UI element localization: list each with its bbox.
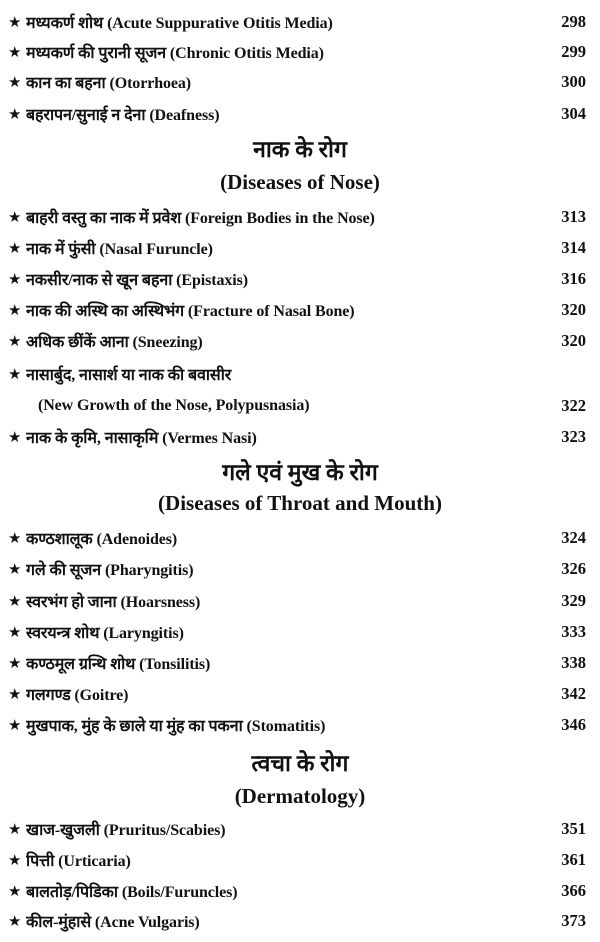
star-bullet-icon: ★ xyxy=(8,427,22,446)
toc-entry xyxy=(8,296,586,324)
entry-page-number: 322 xyxy=(561,396,586,415)
toc-entry xyxy=(8,203,586,231)
toc-entry xyxy=(8,327,586,355)
entry-page-number: 346 xyxy=(561,715,586,734)
entry-title-continuation: (New Growth of the Nose, Polypusnasia) xyxy=(38,397,310,414)
entry-title: बहरापन/सुनाई न देना (Deafness) xyxy=(26,107,220,124)
star-bullet-icon: ★ xyxy=(8,528,22,547)
entry-page-number: 320 xyxy=(561,331,586,350)
section-heading-english: (Diseases of Throat and Mouth) xyxy=(158,491,442,515)
toc-entry xyxy=(8,649,586,677)
star-bullet-icon: ★ xyxy=(8,911,22,930)
entry-title: गलगण्ड (Goitre) xyxy=(26,687,129,704)
entry-title: अधिक छींकें आना (Sneezing) xyxy=(26,334,203,351)
star-bullet-icon: ★ xyxy=(8,72,22,91)
star-bullet-icon: ★ xyxy=(8,331,22,350)
entry-page-number: 324 xyxy=(561,528,586,547)
entry-page-number: 342 xyxy=(561,684,586,703)
section-heading-english: (Dermatology) xyxy=(234,784,366,808)
entry-title: बालतोड़/पिडिका (Boils/Furuncles) xyxy=(26,884,238,901)
star-bullet-icon: ★ xyxy=(8,300,22,319)
toc-entry xyxy=(8,815,586,843)
entry-title: कान का बहना (Otorrhoea) xyxy=(26,75,192,92)
toc-entry xyxy=(8,877,586,905)
entry-page-number: 333 xyxy=(561,622,586,641)
entry-title: खाज-खुजली (Pruritus/Scabies) xyxy=(26,822,226,839)
toc-entry xyxy=(8,265,586,293)
entry-page-number: 316 xyxy=(561,269,586,288)
entry-page-number: 361 xyxy=(561,850,586,869)
star-bullet-icon: ★ xyxy=(8,591,22,610)
entry-title: पित्ती (Urticaria) xyxy=(26,853,131,870)
star-bullet-icon: ★ xyxy=(8,238,22,257)
entry-page-number: 366 xyxy=(561,881,586,900)
entry-title: स्वरयन्त्र शोथ (Laryngitis) xyxy=(26,625,184,642)
toc-entry xyxy=(8,68,586,96)
entry-title: कण्ठशालूक (Adenoides) xyxy=(26,531,178,548)
entry-title: नाक के कृमि, नासाकृमि (Vermes Nasi) xyxy=(26,430,257,447)
star-bullet-icon: ★ xyxy=(8,104,22,123)
star-bullet-icon: ★ xyxy=(8,269,22,288)
star-bullet-icon: ★ xyxy=(8,653,22,672)
entry-page-number: 329 xyxy=(561,591,586,610)
toc-entry xyxy=(8,38,586,66)
section-heading-hindi: गले एवं मुख के रोग xyxy=(222,460,378,485)
toc-entry xyxy=(8,8,586,36)
star-bullet-icon: ★ xyxy=(8,881,22,900)
toc-entry xyxy=(8,555,586,583)
entry-page-number: 299 xyxy=(561,42,586,61)
entry-title: नाक में फुंसी (Nasal Furuncle) xyxy=(26,241,213,258)
toc-entry xyxy=(8,524,586,552)
entry-page-number: 351 xyxy=(561,819,586,838)
star-bullet-icon: ★ xyxy=(8,622,22,641)
entry-title: मुखपाक, मुंह के छाले या मुंह का पकना (Stomatitis) xyxy=(26,718,326,735)
entry-title: नकसीर/नाक से खून बहना (Epistaxis) xyxy=(26,272,248,289)
section-heading-hindi: त्वचा के रोग xyxy=(251,751,349,776)
star-bullet-icon: ★ xyxy=(8,850,22,869)
entry-page-number: 326 xyxy=(561,559,586,578)
entry-title: मध्यकर्ण की पुरानी सूजन (Chronic Otitis Media) xyxy=(26,45,324,62)
toc-entry xyxy=(8,423,586,451)
toc-entry xyxy=(8,907,586,935)
star-bullet-icon: ★ xyxy=(8,12,22,31)
toc-entry xyxy=(8,234,586,262)
entry-page-number: 313 xyxy=(561,207,586,226)
toc-entry xyxy=(8,587,586,615)
section-heading-english: (Diseases of Nose) xyxy=(220,170,380,194)
star-bullet-icon: ★ xyxy=(8,819,22,838)
star-bullet-icon: ★ xyxy=(8,42,22,61)
star-bullet-icon: ★ xyxy=(8,559,22,578)
section-heading-hindi: नाक के रोग xyxy=(253,137,347,162)
entry-page-number: 304 xyxy=(561,104,586,123)
entry-page-number: 314 xyxy=(561,238,586,257)
entry-page-number: 300 xyxy=(561,72,586,91)
toc-entry xyxy=(8,680,586,708)
toc-entry xyxy=(8,711,586,739)
entry-title: स्वरभंग हो जाना (Hoarsness) xyxy=(26,594,201,611)
star-bullet-icon: ★ xyxy=(8,684,22,703)
toc-entry-multiline xyxy=(8,360,586,388)
entry-title: बाहरी वस्तु का नाक में प्रवेश (Foreign Bodies in the Nose) xyxy=(26,210,375,227)
toc-entry xyxy=(8,618,586,646)
entry-title: मध्यकर्ण शोथ (Acute Suppurative Otitis Media) xyxy=(26,15,333,32)
toc-entry xyxy=(8,100,586,128)
star-bullet-icon: ★ xyxy=(8,364,22,383)
toc-entry-continuation xyxy=(8,392,586,420)
entry-page-number: 323 xyxy=(561,427,586,446)
entry-title: नाक की अस्थि का अस्थिभंग (Fracture of Nasal Bone) xyxy=(26,303,355,320)
toc-entry xyxy=(8,846,586,874)
entry-title: कण्ठमूल ग्रन्थि शोथ (Tonsilitis) xyxy=(26,656,211,673)
star-bullet-icon: ★ xyxy=(8,715,22,734)
entry-page-number: 373 xyxy=(561,911,586,930)
entry-title: गले की सूजन (Pharyngitis) xyxy=(26,562,194,579)
entry-page-number: 298 xyxy=(561,12,586,31)
entry-page-number: 338 xyxy=(561,653,586,672)
star-bullet-icon: ★ xyxy=(8,207,22,226)
entry-page-number: 320 xyxy=(561,300,586,319)
entry-title: कील-मुंहासे (Acne Vulgaris) xyxy=(26,914,200,931)
entry-title: नासार्बुद, नासार्श या नाक की बवासीर xyxy=(26,367,232,384)
